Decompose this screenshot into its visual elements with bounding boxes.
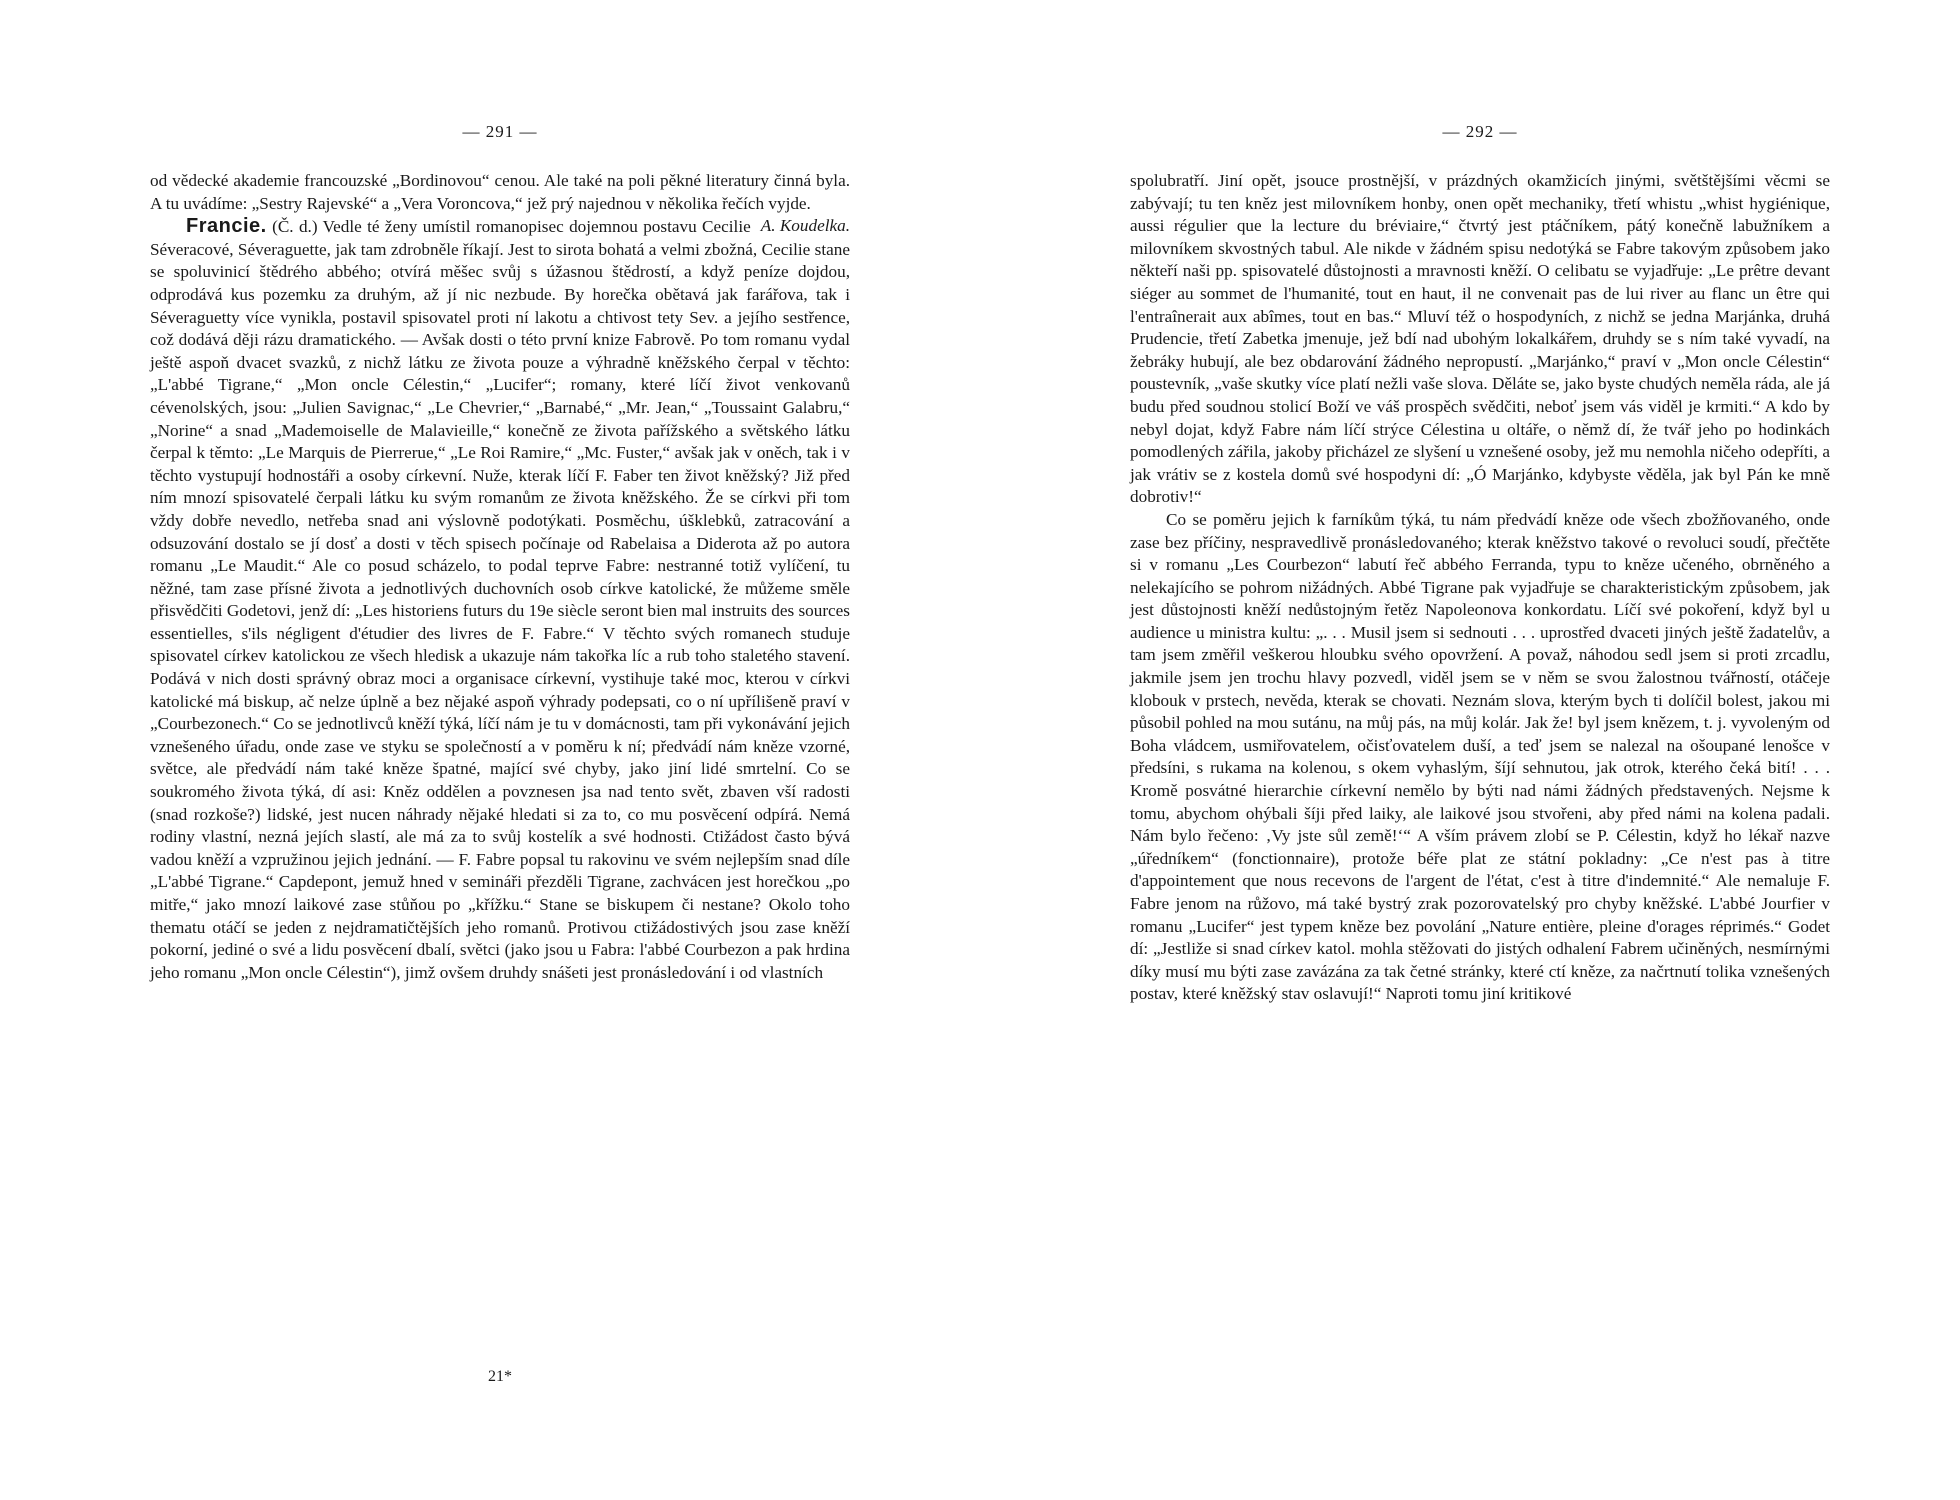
right-text-column bbox=[1130, 170, 1830, 1006]
right-page bbox=[1130, 0, 1830, 1500]
left-page bbox=[150, 0, 850, 1500]
france-text: (Č. d.) Vedle té ženy umístil romanopisec dojemnou postavu Cecilie Séveracové, Séveraguette, jak tam zdrobněle říkají. Jest to sirota bohatá a velmi zbožná, Cecilie stane se spoluvinicí štědrého abbého; otvírá měšec svůj s úžasnou štědrostí, a když peníze dojdou, odprodává kus pozemku za druhým, až jí nic nezbude. By horečka obětavá jak farářova, tak i Séveraguetty více vynikla, postavil spisovatel proti ní lakotu a chtivost tety Sev. a jejího sestřence, což dodává ději rázu dramatického. — Avšak dosti o této první knize Fabrově. Po tom romanu vydal ještě aspoň dvacet svazků, z nichž látku ze života pouze a výhradně kněžského čerpal v těchto: „L'abbé Tigrane,“ „Mon oncle Célestin,“ „Lucifer“; romany, které líčí život venkovanů cévenolských, jsou: „Julien Savignac,“ „Le Chevrier,“ „Barnabé,“ „Mr. Jean,“ „Toussaint Galabru,“ „Norine“ a snad „Mademoiselle de Malavieille,“ konečně ze života pařížského a světského látku čerpal k těmto: „Le Marquis de Pierrerue,“ „Le Roi Ramire,“ „Mc. Fuster,“ avšak jak v oněch, tak i v těchto vystupují hodnostáři a osoby církevní. Nuže, kterak líčí F. Faber ten život kněžský? Již před ním mnozí spisovatelé čerpali látku ku svým romanům ze života kněžského. Že se církvi při tom vždy dobře nevedlo, netřeba snad ani výslovně podotýkati. Posměchu, úšklebků, zatracování a odsuzování dostalo se jí dosť a dosti v těch spisech počínaje od Rabelaisa a Diderota až po autora romanu „Le Maudit.“ Ale co posud scházelo, to podal teprve Fabre: nestranné totiž vylíčení, tu něžné, tam zase přísné života a jednotlivých duchovních osob církve katolické, že můžeme směle přisvědčiti Godetovi, jenž dí: „Les historiens futurs du 19e siècle seront bien mal instruits des sources essentielles, s'ils négligent d'étudier des livres de F. Fabre.“ V těchto svých romanech studuje spisovatel církev katolickou ze všech hledisk a ukazuje nám takořka líc a rub toho staletého stavení. Podává v nich dosti správný obraz moci a organisace církevní, vystihuje také moc, kterou v církvi katolické má biskup, ač nelze úplně a bez nějaké aspoň výhrady podepsati, co o ní upřílišeně praví v „Courbezonech.“ Co se jednotlivců kněží týká, líčí nám je tu v domácnosti, tam při vykonávání jejich vznešeného úřadu, onde zase ve styku se společností a v poměru k ní; předvádí nám kněze vzorné, světce, ale předvádí nám také kněze špatné, mající své chyby, jako jiní lidé smrtelní. Co se soukromého života týká, dí asi: Kněz oddělen a povznesen jsa nad tento svět, zbaven vší radosti (snad rozkoše?) lidské, jest nucen náhrady nějaké hledati si za to, co mu posvěcení odpírá. Nemá rodiny vlastní, nezná jejích slastí, ale má za to svůj kostelík a své hodnosti. Ctižádost často bývá vadou kněží a vzpružinou jejich jednání. — F. Fabre popsal tu rakovinu ve svém nejlepším snad díle „L'abbé Tigrane.“ Capdepont, jemuž hned v semináři přezděli Tigrane, zachvácen jest horečkou „po mitře,“ jako mnozí laikové zase stůňou po „křížku.“ Stane se biskupem či nestane? Okolo toho thematu otáčí se jeden z nejdramatičtějších jeho romanů. Protivou ctižádostivých jsou zase kněží pokorní, jediné o své a lidu posvěcení dbalí, světci (jako jsou u Fabra: l'abbé Courbezon a pak hrdina jeho romanu „Mon oncle Célestin“), jimž ovšem druhdy snášeti jest pronásledování i od vlastních bbox=[150, 217, 850, 982]
intro-text: od vědecké akademie francouzské „Bordinovou“ cenou. Ale také na poli pěkné literatury činná byla. A tu uvádíme: „Sestry Rajevské“ a „Vera Voroncova,“ jež prý najednou v několika řečích vyjde. bbox=[150, 171, 850, 213]
printer-signature-mark: 21* bbox=[488, 1368, 512, 1385]
page-number-right: — 292 — bbox=[1442, 122, 1518, 141]
author-signature: A. Koudelka. bbox=[760, 216, 850, 236]
section-heading: Francie. bbox=[186, 215, 267, 238]
page-number-left: — 291 — bbox=[462, 122, 538, 141]
right-paragraph-2: Co se poměru jejich k farníkům týká, tu nám předvádí kněze ode všech zbožňovaného, onde zase bez příčiny, nespravedlivě pronásledovaného; kterak kněžstvo takové o revoluci soudí, přečtěte si v romanu „Les Courbezon“ labutí řeč abbého Ferranda, typu to kněze učeného, obrněného a nelekajícího se pohrom nižádných. Abbé Tigrane pak vyjadřuje se charakteristickým způsobem, jak jest důstojnosti kněží nedůstojným řetěz Napoleonova konkordatu. Líčí své pokoření, když byl u audience u ministra kultu: „. . . Musil jsem si sednouti . . . uprostřed dvaceti jiných ještě žadatelův, a tam jsem změřil veškerou hloubku svého opovržení. A považ, náhodou sedl jsem si proti zrcadlu, jakmile jsem jen trochu hlavy pozvedl, viděl jsem se v něm se svou žalostnou tvářností, otáčeje klobouk v prstech, nevěda, kterak se chovati. Neznám slova, kterým bych ti dolíčil bolest, jakou mi působil pohled na mou sutánu, na můj pás, na můj kolár. Jak že! byl jsem knězem, t. j. vyvoleným od Boha vládcem, usmiřovatelem, očisťovatelem duší, a teď jsem se nalezal na ošoupané lenošce v předsíni, s rukama na kolenou, s okem vyhaslým, šíjí sehnutou, jak otrok, kterého čeká bití! . . . Kromě posvátné hierarchie církevní nemělo by býti nad námi žádných představených. Nejsme k tomu, abychom ohýbali šíji před laiky, ale laikové jsou stvořeni, aby před námi na kolena padali. Nám bylo řečeno: ‚Vy jste sůl země!‘“ A vším právem zlobí se P. Célestin, když ho lékař nazve „úředníkem“ (fonctionnaire), protože béře plat ze státní pokladny: „Ce n'est pas à titre d'appointement que nous recevons de l'argent de l'état, c'est à titre d'indemnité.“ Ale nemaluje F. Fabre jenom na růžovo, má také bystrý zrak pozorovatelský pro chyby kněžské. L'abbé Jourfier v romanu „Lucifer“ jest typem kněze bez povolání „Nature entière, pleine d'orages réprimés.“ Godet dí: „Jestliže si snad církev katol. mohla stěžovati do jistých odhalení Fabrem učiněných, nesmírnými díky musí mu býti zase zavázána za tak četné stránky, které ctí kněze, za načrtnutí tolika vznešených postav, které kněžský stav oslavují!“ Naproti tomu jiní kritikové bbox=[1130, 509, 1830, 1004]
france-paragraph bbox=[150, 215, 850, 984]
left-text-column bbox=[150, 170, 850, 984]
right-paragraph-1: spolubratří. Jiní opět, jsouce prostnější, v prázdných okamžicích jinými, světštějšími věcmi se zabývají; tu ten kněz jest milovníkem honby, onen opět mechaniky, třetí whistu „whist hygiénique, aussi régulier que la lecture du bréviaire,“ čtvrtý jest ptáčníkem, pátý konečně labužníkem a milovníkem skvostných tabul. Ale nikde v žádném spisu nedotýká se Fabre takovým způsobem jako někteří naši pp. spisovatelé důstojnosti a mravnosti kněží. O celibatu se vyjadřuje: „Le prêtre devant siéger au sommet de l'humanité, tout en haut, il ne convenait pas de lui river au flanc un être qui l'entraînerait aux abîmes, tout en bas.“ Mluví též o hospodyních, z nichž se jedna Marjánka, druhá Prudencie, třetí Zabetka jmenuje, jež bdí nad ubohým lokalkářem, druhdy se s ním také vyvadí, na žebráky hubují, ale bez obdarování žádného nepropustí. „Marjánko,“ praví v „Mon oncle Célestin“ poustevník, „vaše skutky více platí nežli vaše slova. Děláte se, jako byste chudých neměla ráda, ale já budu před soudnou stolicí Boží ve váš prospěch svědčiti, neboť jsem vás viděl je krmiti.“ A kdo by nebyl dojat, když Fabre nám líčí strýce Célestina u oltáře, o němž dí, že tvář jeho po hodinkách pomodlených zářila, jakoby přicházel ze slyšení u vznešené osoby, jež mu nemohla ničeho odepříti, a jak vrátiv se z kostela domů své hospodyni dí: „Ó Marjánko, kdybyste věděla, jak byl Pán ke mně dobrotiv!“ bbox=[1130, 171, 1830, 507]
